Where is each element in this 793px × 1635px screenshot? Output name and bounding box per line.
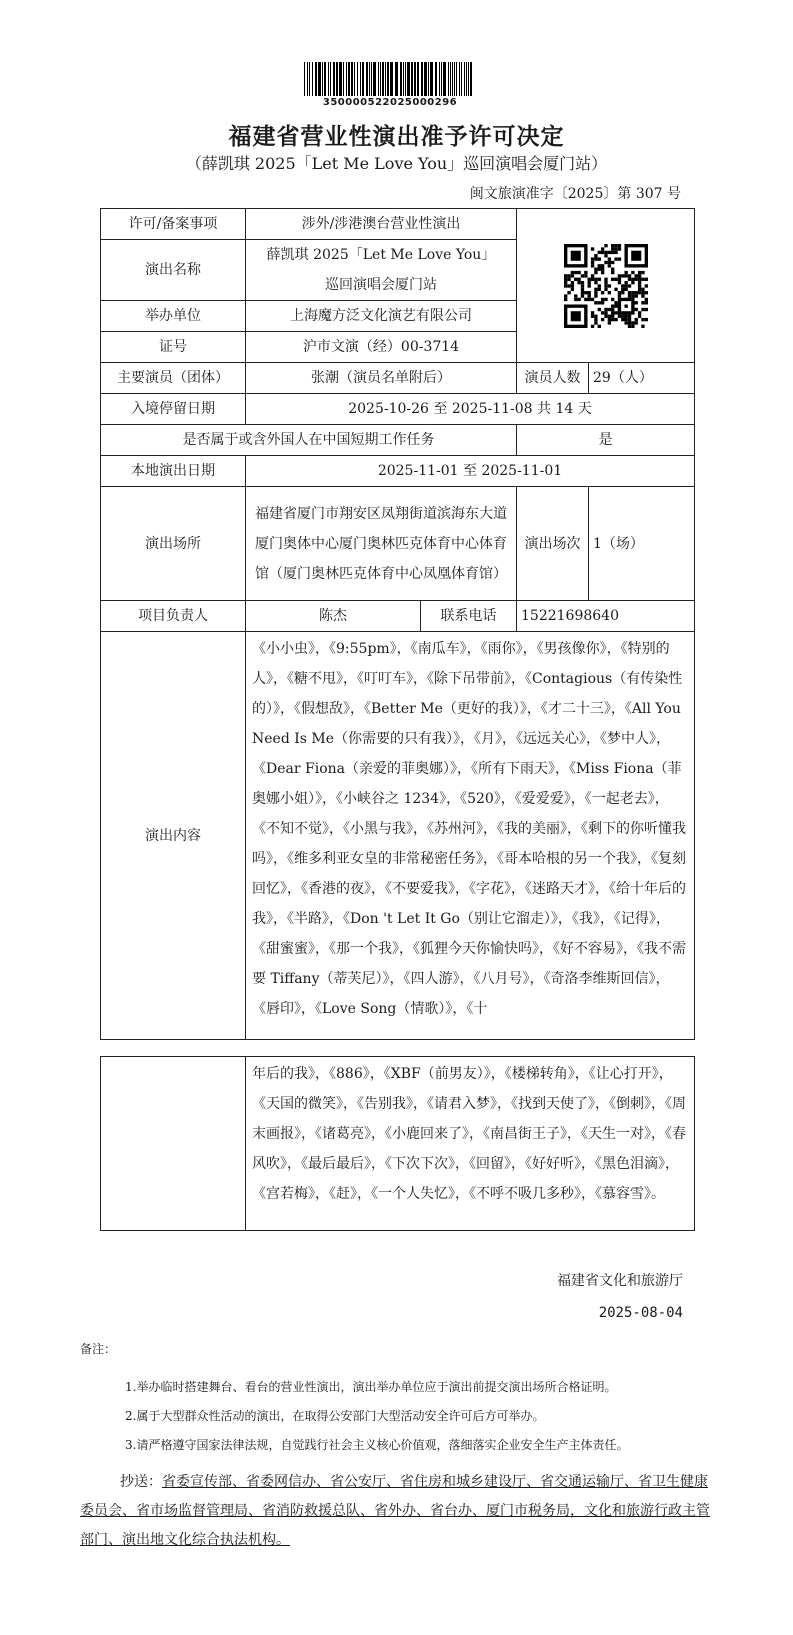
local-dates-label: 本地演出日期 — [101, 456, 246, 487]
barcode-number: 350000522025000296 — [322, 97, 458, 108]
show-name-label: 演出名称 — [101, 240, 246, 301]
note-1: 1.举办临时搭建舞台、看台的营业性演出，演出举办单位应于演出前提交演出场所合格证明。 — [125, 1380, 617, 1394]
qr-code-cell — [517, 209, 695, 363]
person-label: 项目负责人 — [101, 601, 246, 632]
cc-recipients: 省委宣传部、省委网信办、省公安厅、省住房和城乡建设厅、省交通运输厅、省卫生健康委员会、省市场监督管理局、省消防救援总队、省外办、省台办、厦门市税务局，文化和旅游行政主管部门、演出地文化综合执法机构。 — [80, 1474, 710, 1548]
stay-dates-label: 入境停留日期 — [101, 394, 246, 425]
document-number: 闽文旅演准字〔2025〕第 307 号 — [469, 186, 681, 202]
show-name-value — [246, 240, 517, 301]
organizer-label: 举办单位 — [101, 301, 246, 332]
permit-item-label: 许可/备案事项 — [101, 209, 246, 240]
show-name-line1: 薛凯琪 2025「Let Me Love You」 — [266, 247, 496, 263]
performer-count-label: 演员人数 — [517, 363, 589, 394]
content-continuation-label-cell — [101, 1057, 246, 1231]
notes-label: 备注： — [80, 1342, 117, 1356]
note-3: 3.请严格遵守国家法律法规，自觉践行社会主义核心价值观，落细落实企业安全生产主体责任。 — [125, 1438, 629, 1452]
barcode-image — [302, 62, 478, 96]
content-label: 演出内容 — [101, 632, 246, 1040]
foreign-work-value: 是 — [517, 425, 695, 456]
document-title: 福建省营业性演出准予许可决定 — [228, 124, 565, 150]
license-value: 沪市文演（经）00-3714 — [246, 332, 517, 363]
local-dates-value: 2025-11-01 至 2025-11-01 — [246, 456, 695, 487]
phone-label: 联系电话 — [421, 601, 517, 632]
organizer-value: 上海魔方泛文化演艺有限公司 — [246, 301, 517, 332]
cc-block — [80, 1468, 712, 1555]
issue-date: 2025-08-04 — [598, 1305, 683, 1321]
venue-value: 福建省厦门市翔安区凤翔街道滨海东大道厦门奥体中心厦门奥林匹克体育中心体育馆（厦门奥林匹克体育中心凤凰体育馆） — [246, 487, 517, 601]
content-continuation-table — [100, 1056, 695, 1231]
phone-value: 15221698640 — [517, 601, 695, 632]
license-label: 证号 — [101, 332, 246, 363]
note-2: 2.属于大型群众性活动的演出，在取得公安部门大型活动安全许可后方可举办。 — [125, 1409, 545, 1423]
document-subtitle: （薛凯琪 2025「Let Me Love You」巡回演唱会厦门站） — [185, 154, 608, 173]
venue-label: 演出场所 — [101, 487, 246, 601]
permit-item-value: 涉外/涉港澳台营业性演出 — [246, 209, 517, 240]
foreign-work-label: 是否属于或含外国人在中国短期工作任务 — [101, 425, 517, 456]
person-value: 陈杰 — [246, 601, 421, 632]
issuer: 福建省文化和旅游厅 — [557, 1273, 683, 1289]
sessions-label: 演出场次 — [517, 487, 589, 601]
barcode — [300, 62, 480, 108]
permit-table — [100, 208, 695, 1040]
sessions-value: 1（场） — [589, 487, 695, 601]
performers-label: 主要演员（团体） — [101, 363, 246, 394]
performer-count-value: 29（人） — [589, 363, 695, 394]
content-value: 《小小虫》，《9:55pm》，《南瓜车》，《雨你》，《男孩像你》，《特别的人》，《糖不甩》，《叮叮车》，《除下吊带前》，《Contagious（有传染性的）》，《假想敌》，《Better Me（更好的我）》，《才二十三》，《All You Need Is Me（你需要的只有我）》，《月》，《远远关心》，《梦中人》，《Dear Fiona（亲爱的菲奥娜）》，《所有下雨天》，《Miss Fiona（菲奥娜小姐）》，《小峡谷之 1234》，《520》，《爱爱爱》，《一起老去》，《不知不觉》，《小黑与我》，《苏州河》，《我的美丽》，《剩下的你听懂我吗》，《维多利亚女皇的非常秘密任务》，《哥本哈根的另一个我》，《复刻回忆》，《香港的夜》，《不要爱我》，《字花》，《迷路天才》，《给十年后的我》，《半路》，《Don 't Let It Go（别让它溜走）》，《我》，《记得》，《甜蜜蜜》，《那一个我》，《狐狸今天你愉快吗》，《好不容易》，《我不需要 Tiffany（蒂芙尼）》，《四人游》，《八月号》，《奇洛李维斯回信》，《唇印》，《Love Song（情歌）》，《十 — [246, 632, 695, 1040]
show-name-line2: 巡回演唱会厦门站 — [325, 277, 437, 293]
stay-dates-value: 2025-10-26 至 2025-11-08 共 14 天 — [246, 394, 695, 425]
cc-label: 抄送： — [120, 1474, 162, 1490]
content-continuation-value: 年后的我》，《886》，《XBF（前男友）》，《楼梯转角》，《让心打开》，《天国的微笑》，《告别我》，《请君入梦》，《找到天使了》，《倒刺》，《周末画报》，《诸葛亮》，《小鹿回来了》，《南昌街王子》，《天生一对》，《春风吹》，《最后最后》，《下次下次》，《回留》，《好好听》，《黑色泪滴》，《宫若梅》，《赶》，《一个人失忆》，《不呼不吸几多秒》，《慕容雪》。 — [246, 1057, 695, 1231]
qr-code-icon — [564, 244, 648, 328]
performers-value: 张潮（演员名单附后） — [246, 363, 517, 394]
